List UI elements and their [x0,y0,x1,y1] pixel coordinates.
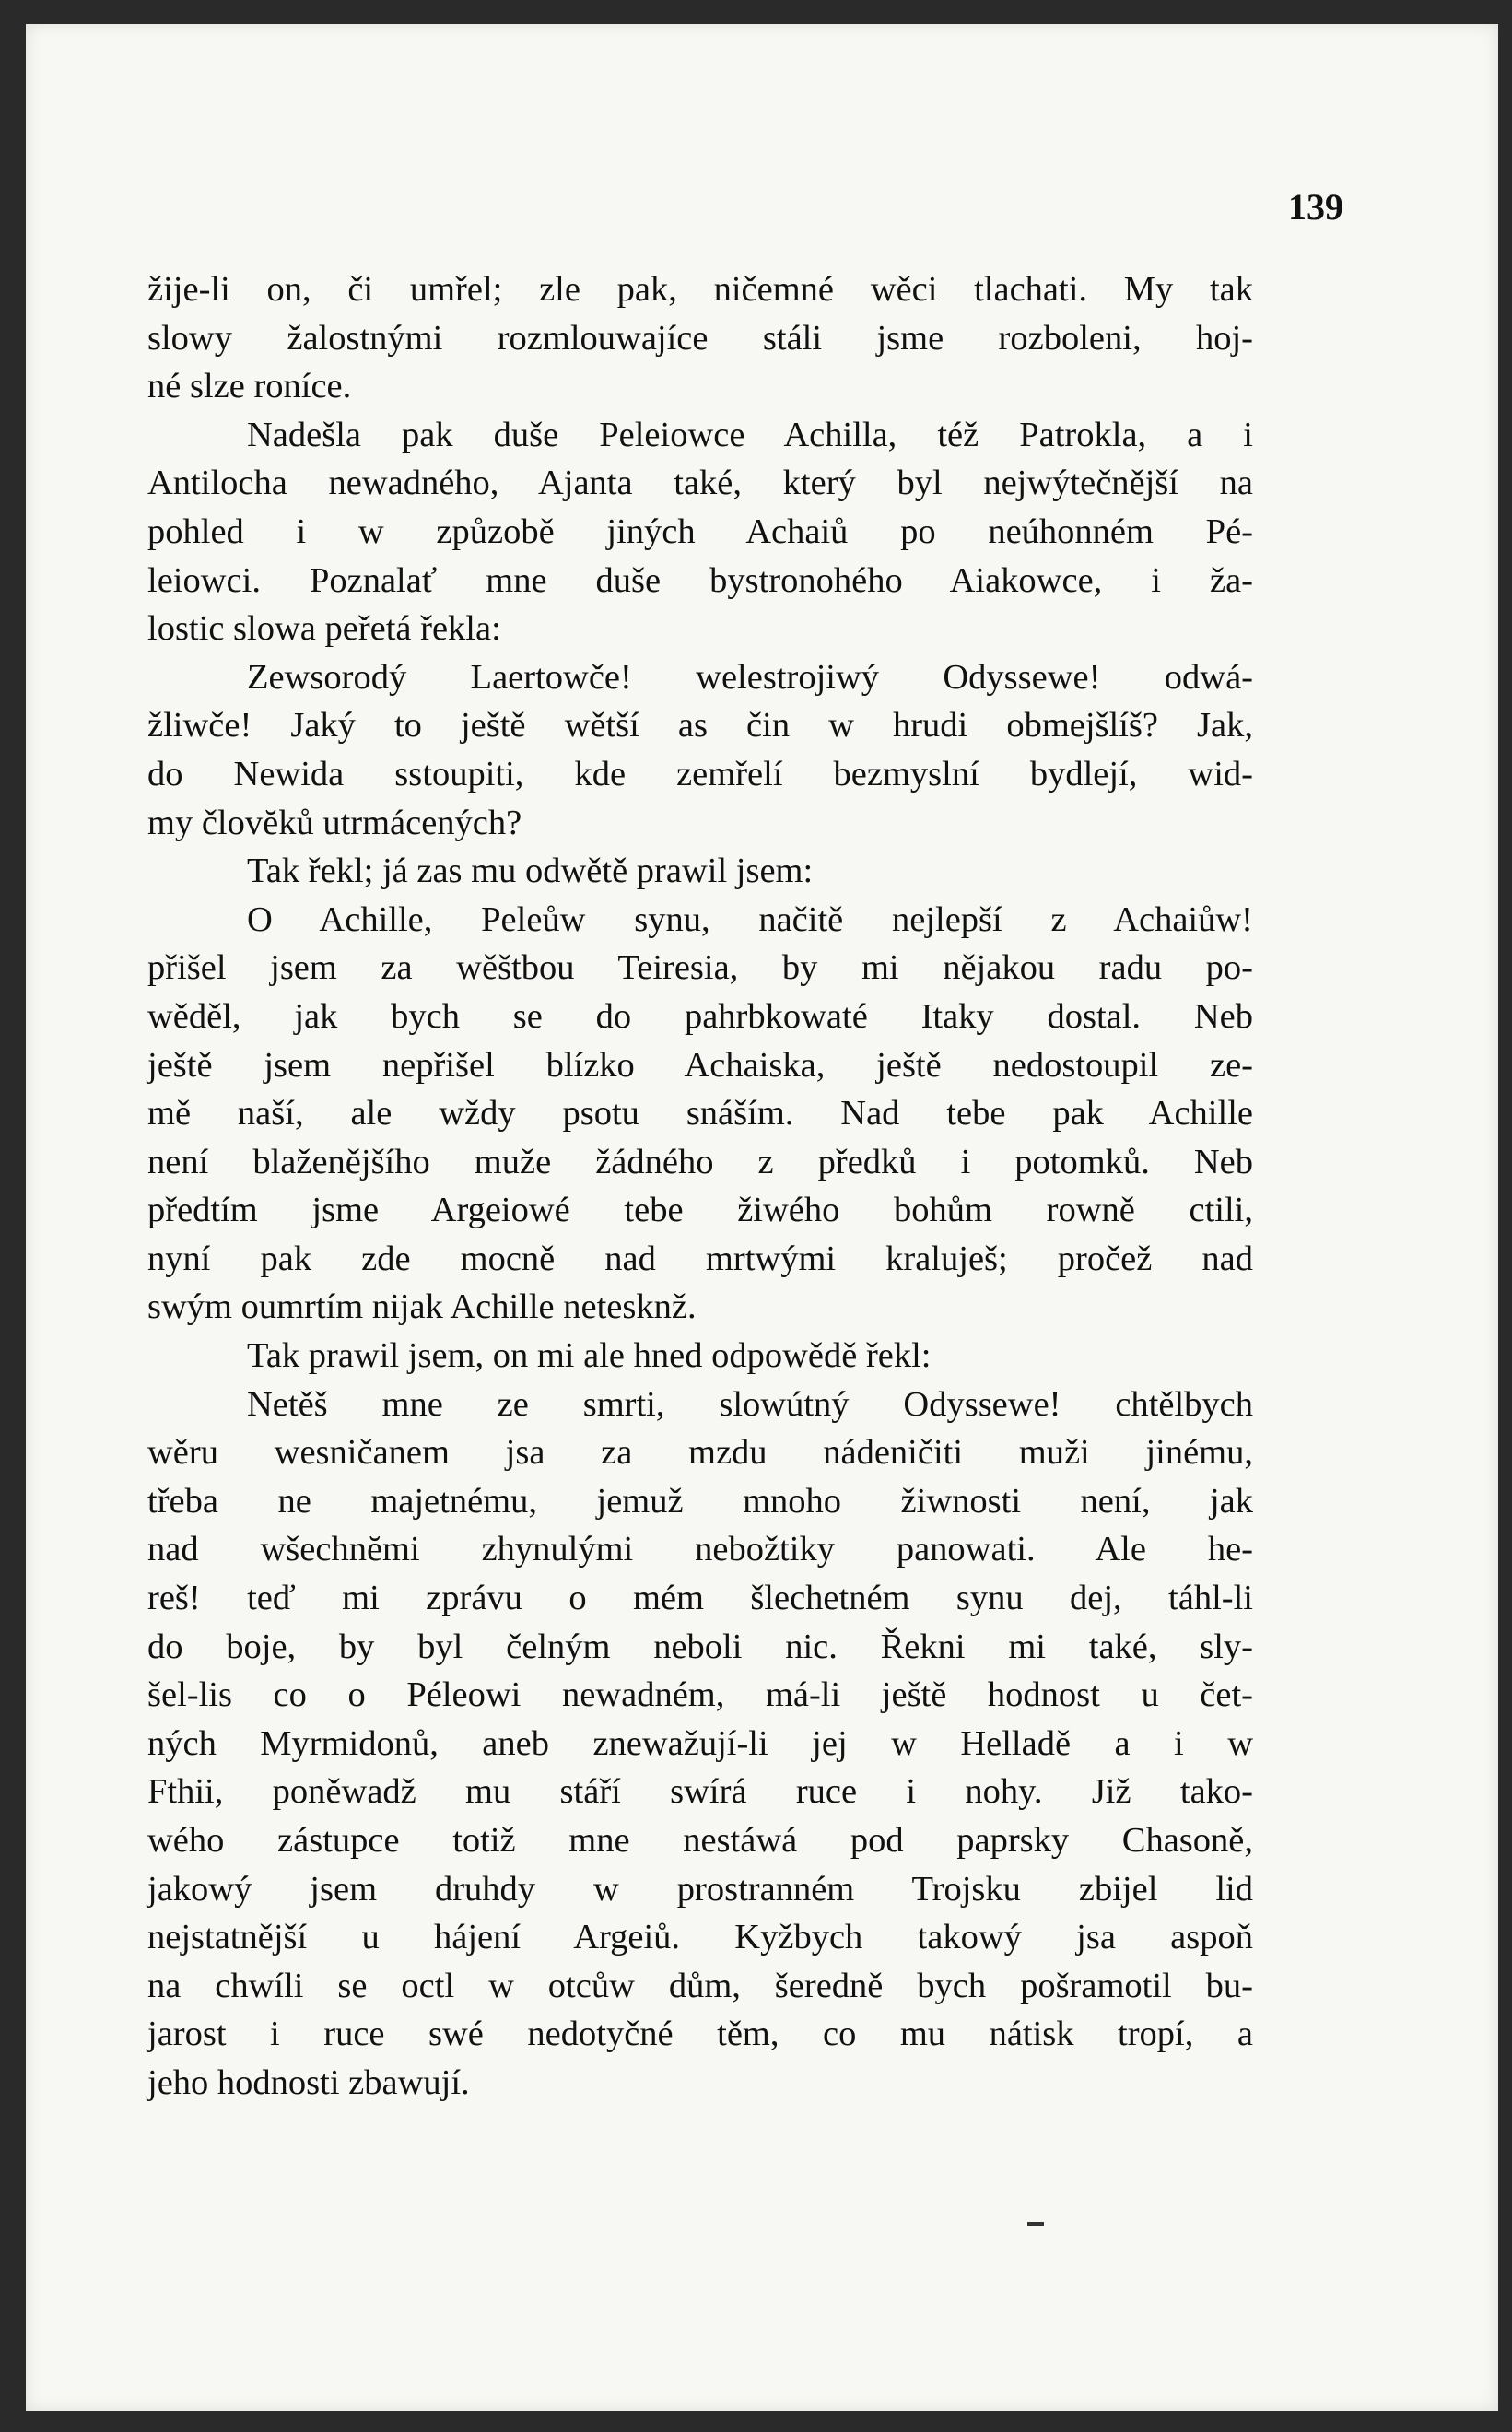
text-line: jakowý jsem druhdy w prostranném Trojsku zbijel lid [147,1869,1253,1909]
text-line: swým oumrtím nijak Achille netesknž. [147,1287,697,1327]
text-line: slowy žalostnými rozmlouwajíce stáli jsme rozboleni, hoj- [147,318,1253,358]
text-line: nejstatnější u hájení Argeiů. Kyžbych takowý jsa aspoň [147,1918,1253,1957]
text-line: leiowci. Poznalať mne duše bystronohého Aiakowce, i ža- [147,560,1253,600]
text-line: Netěš mne ze smrti, slowútný Odyssewe! chtělbych [247,1384,1253,1424]
text-line: Nadešla pak duše Peleiowce Achilla, též Patrokla, a i [247,415,1253,454]
text-line: nad wšechnĕmi zhynulými nebožtiky panowati. Ale he- [147,1530,1253,1569]
ink-dash-mark [1027,2222,1044,2226]
text-line: Tak řekl; já zas mu odwětě prawil jsem: [247,852,814,891]
text-line: pohled i w způzobě jiných Achaiů po neúhonném Pé- [147,511,1253,551]
page-number: 139 [1288,186,1343,228]
text-line: žliwče! Jaký to ještě wětší as čin w hrudi obmejšlíš? Jak, [147,706,1253,746]
book-page [26,24,1498,2411]
text-line: Antilocha newadného, Ajanta také, který byl nejwýtečnější na [147,464,1253,503]
page-text [147,265,1253,2108]
text-line: O Achille, Peleůw synu, načitě nejlepší z Achaiůw! [247,899,1253,939]
text-line: wého zástupce totiž mne nestáwá pod paprsky Chasoně, [147,1821,1253,1860]
text-line: ných Myrmidonů, aneb znewažují-li jej w Helladě a i w [147,1723,1253,1763]
text-line: jeho hodnosti zbawují. [147,2062,470,2102]
text-line: Tak prawil jsem, on mi ale hned odpowědě řekl: [247,1336,932,1376]
text-line: přišel jsem za wěštbou Teiresia, by mi nějakou radu po- [147,948,1253,988]
text-line: na chwíli se octl w otcůw dům, šeredně bych pošramotil bu- [147,1966,1253,2005]
text-line: třeba ne majetnému, jemuž mnoho žiwnosti není, jak [147,1481,1253,1521]
text-line: do Newida sstoupiti, kde zemřelí bezmyslní bydlejí, wid- [147,754,1253,793]
text-line: šel-lis co o Péleowi newadném, má-li ještě hodnost u čet- [147,1675,1253,1715]
text-line: reš! teď mi zprávu o mém šlechetném synu dej, táhl-li [147,1579,1253,1618]
text-line: není blaženějšího muže žádného z předků i potomků. Neb [147,1142,1253,1181]
text-line: nyní pak zde mocně nad mrtwými kraluješ; pročež nad [147,1239,1253,1278]
text-line: wěru wesničanem jsa za mzdu nádeničiti muži jinému, [147,1433,1253,1473]
text-line: žije-li on, či umřel; zle pak, ničemné wěci tlachati. My tak [147,270,1253,309]
text-line: mě naší, ale wždy psotu snáším. Nad tebe pak Achille [147,1094,1253,1134]
text-line: ještě jsem nepřišel blízko Achaiska, ještě nedostoupil ze- [147,1045,1253,1085]
text-line: Fthii, poněwadž mu stáří swírá ruce i nohy. Již tako- [147,1772,1253,1812]
text-line: wěděl, jak bych se do pahrbkowaté Itaky dostal. Neb [147,996,1253,1036]
text-line: Zewsorodý Laertowče! welestrojiwý Odyssewe! odwá- [247,657,1253,697]
text-line: my človĕků utrmácených? [147,803,522,842]
text-line: do boje, by byl čelným neboli nic. Řekni mi také, sly- [147,1627,1253,1666]
text-line: předtím jsme Argeiowé tebe žiwého bohům rowně ctili, [147,1191,1253,1230]
text-line: jarost i ruce swé nedotyčné těm, co mu nátisk tropí, a [147,2015,1253,2054]
text-line: né slze roníce. [147,367,352,406]
text-line: lostic slowa peřetá řekla: [147,609,501,649]
